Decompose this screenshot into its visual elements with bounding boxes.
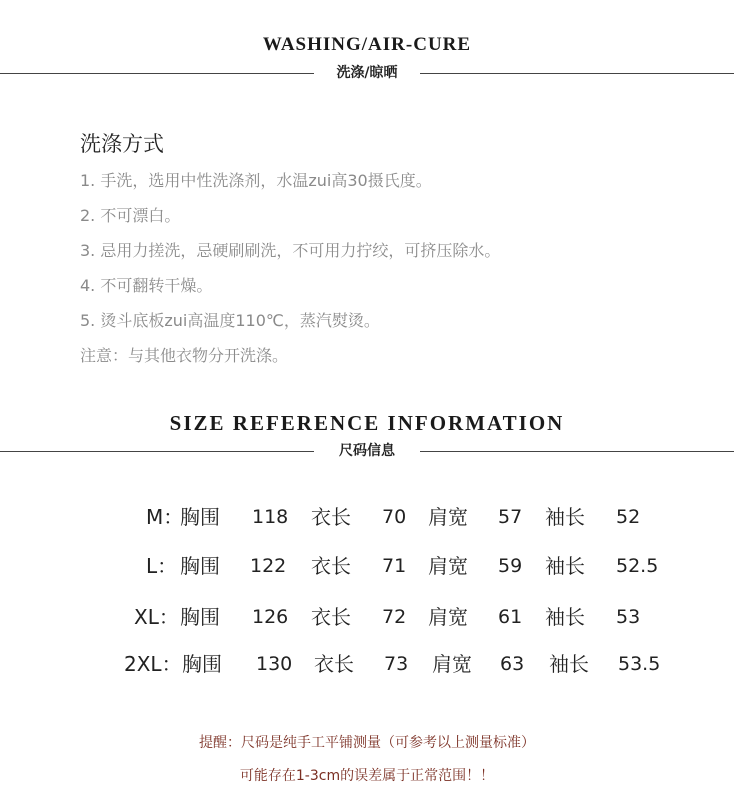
size-title-cn: 尺码信息 xyxy=(339,443,395,459)
size-row-l xyxy=(0,551,734,581)
size-divider xyxy=(0,441,734,461)
chest-value: 122 xyxy=(250,555,287,577)
shoulder-value: 59 xyxy=(498,555,523,577)
length-label: 衣长 xyxy=(314,652,354,676)
washing-line-1: 1. 手洗，选用中性洗涤剂，水温zui高30摄氏度。 xyxy=(80,171,432,190)
sleeve-value: 52 xyxy=(616,506,641,528)
shoulder-value: 57 xyxy=(498,506,523,528)
measurement-note: 提醒：尺码是纯手工平铺测量（可参考以上测量标准） xyxy=(199,735,535,751)
chest-label: 胸围 xyxy=(180,505,220,529)
chest-value: 130 xyxy=(256,653,293,675)
sleeve-label: 袖长 xyxy=(549,652,589,676)
washing-note: 注意：与其他衣物分开洗涤。 xyxy=(80,346,289,365)
chest-label: 胸围 xyxy=(180,605,220,629)
shoulder-label: 肩宽 xyxy=(432,652,472,676)
sleeve-label: 袖长 xyxy=(545,505,585,529)
washing-line-5: 5. 烫斗底板zui高温度110℃，蒸汽熨烫。 xyxy=(80,311,380,330)
washing-divider xyxy=(0,63,734,83)
size-row-xl xyxy=(0,602,734,632)
size-row-2xl xyxy=(0,649,734,679)
shoulder-label: 肩宽 xyxy=(428,605,468,629)
length-value: 71 xyxy=(382,555,407,577)
washing-line-3: 3. 忌用力搓洗，忌硬刷刷洗，不可用力拧绞，可挤压除水。 xyxy=(80,241,501,260)
length-label: 衣长 xyxy=(311,605,351,629)
size-title-en: SIZE REFERENCE INFORMATION xyxy=(169,411,565,435)
washing-title-cn: 洗涤/晾晒 xyxy=(336,65,398,81)
chest-label: 胸围 xyxy=(180,554,220,578)
shoulder-label: 肩宽 xyxy=(428,554,468,578)
washing-line-2: 2. 不可漂白。 xyxy=(80,206,181,225)
chest-value: 126 xyxy=(252,606,289,628)
shoulder-value: 63 xyxy=(500,653,525,675)
size-label: 2XL： xyxy=(124,652,182,676)
washing-line-4: 4. 不可翻转干燥。 xyxy=(80,276,213,295)
chest-value: 118 xyxy=(252,506,289,528)
shoulder-label: 肩宽 xyxy=(428,505,468,529)
sleeve-label: 袖长 xyxy=(545,605,585,629)
length-value: 72 xyxy=(382,606,407,628)
tolerance-note: 可能存在1-3cm的误差属于正常范围！！ xyxy=(239,768,495,784)
washing-title-en: WASHING/AIR-CURE xyxy=(262,34,472,55)
chest-label: 胸围 xyxy=(182,652,222,676)
sleeve-label: 袖长 xyxy=(545,554,585,578)
length-value: 73 xyxy=(384,653,409,675)
length-label: 衣长 xyxy=(311,505,351,529)
size-label: L： xyxy=(146,554,178,578)
sleeve-value: 53.5 xyxy=(618,653,661,675)
sleeve-value: 52.5 xyxy=(616,555,659,577)
sleeve-value: 53 xyxy=(616,606,641,628)
divider-line-right xyxy=(420,451,734,452)
divider-line-right xyxy=(420,73,734,74)
size-row-m xyxy=(0,502,734,532)
size-label: XL： xyxy=(134,605,179,629)
washing-heading: 洗涤方式 xyxy=(80,132,164,156)
size-label: M： xyxy=(146,505,184,529)
length-value: 70 xyxy=(382,506,407,528)
shoulder-value: 61 xyxy=(498,606,523,628)
length-label: 衣长 xyxy=(311,554,351,578)
